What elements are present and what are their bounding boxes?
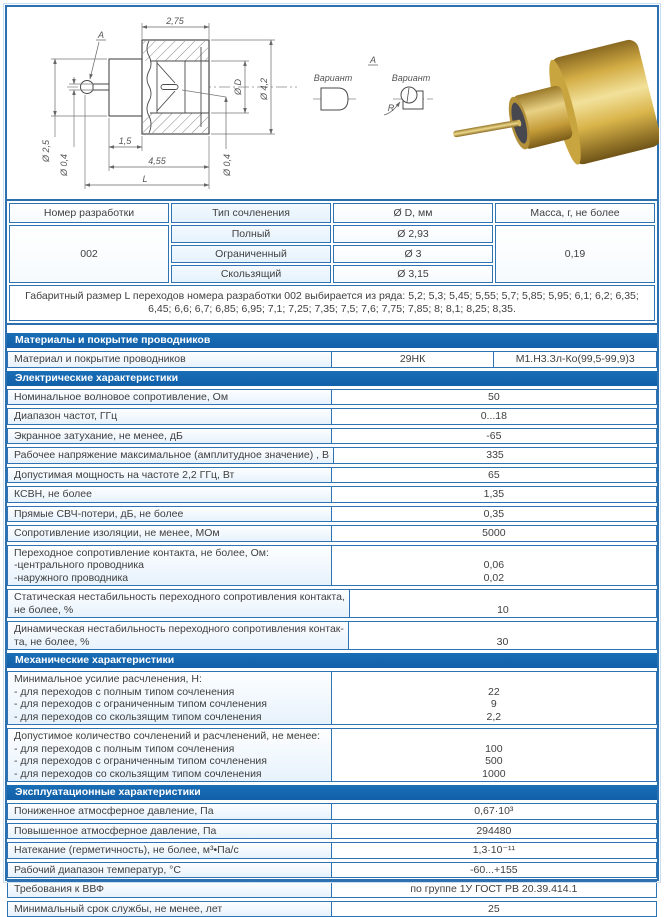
radius-label: R [388,103,395,113]
spec-value: 0...18 [331,409,656,424]
spec-value: 10 [349,590,656,617]
t1-dia-limited: Ø 3 [333,245,493,263]
variant-right-label: Вариант [392,73,431,83]
hatch-top [143,41,208,61]
spec-row [7,823,657,840]
spec-value: 25 [331,902,656,917]
spec-value: 0,06 0,02 [331,546,656,586]
spec-label: Допустимое количество сочленений и расчленений, не менее: - для переходов с полным типом сочленения - для переходов с ограниченным типом сочленения - для переходов со скользящим типом сочленения [8,729,331,781]
variant-flat-tip-view [321,88,348,110]
dim-dia-d: Ø D [233,79,243,97]
spec-section-header: Электрические характеристики [7,371,657,386]
spec-value: 0,35 [331,507,656,522]
t1-header-coupling-type: Тип сочленения [171,203,331,223]
spec-label: Минимальный срок службы, не менее, лет [8,902,331,917]
spec-row [7,486,657,503]
spec-value: 50 [331,390,656,405]
t1-header-dev-number: Номер разработки [9,203,169,223]
spec-row [7,525,657,542]
pin [93,84,109,90]
spec-row [7,803,657,820]
spec-row [7,389,657,406]
spec-value: 22 9 2,2 [331,672,656,724]
spec-value: 29НК [331,352,494,367]
spec-row [7,351,657,368]
spec-label: Сопротивление изоляции, не менее, МОм [8,526,331,541]
connector-photo [441,38,659,193]
dim-4-55: 4,55 [148,156,167,166]
pin-tip [81,81,94,94]
spec-section-header: Эксплуатационные характеристики [7,785,657,800]
spec-value: 30 [348,622,656,649]
spec-row [7,447,657,464]
spec-value: -65 [331,429,656,444]
spec-value: -60...+155 [331,863,656,878]
dim-dia-4-2: Ø 4,2 [259,78,269,101]
spec-row [7,728,657,782]
t1-header-diameter: Ø D, мм [333,203,493,223]
spec-row [7,621,657,650]
spec-row [7,671,657,725]
t1-dia-sliding: Ø 3,15 [333,265,493,283]
spec-label: Требования к ВВФ [8,882,331,897]
spec-value: 0,67·10³ [331,804,656,819]
spec-value: по группе 1У ГОСТ РВ 20.39.414.1 [331,882,656,897]
variant-left-label: Вариант [314,73,353,83]
spec-row [7,467,657,484]
spec-label: Повышенное атмосферное давление, Па [8,824,331,839]
parameters-table [7,199,657,325]
t1-dev-number: 002 [9,225,169,283]
socket-pin [161,85,178,90]
spec-value: 100 500 1000 [331,729,656,781]
t1-type-full: Полный [171,225,331,243]
t1-mass-value: 0,19 [495,225,655,283]
spec-label: Пониженное атмосферное давление, Па [8,804,331,819]
dim-dia-0-4-right: Ø 0,4 [222,154,232,177]
spec-label: Экранное затухание, не менее, дБ [8,429,331,444]
spec-label: Переходное сопротивление контакта, не более, Ом: -центрального проводника -наружного проводника [8,546,331,586]
page [5,5,659,881]
spec-label: Минимальное усилие расчленения, Н: - для переходов с полным типом сочленения - для переходов с ограниченным типом сочленения - для переходов со скользящим типом сочленения [8,672,331,724]
spec-value: 294480 [331,824,656,839]
drawing-area [7,7,657,199]
t1-type-sliding: Скользящий [171,265,331,283]
dim-dia-2-5: Ø 2,5 [41,139,51,163]
spec-label: Натекание (герметичность), не более, м³•Па/с [8,843,331,858]
t1-type-limited: Ограниченный [171,245,331,263]
body-small-cylinder [109,59,142,116]
spec-value: 5000 [331,526,656,541]
hatch-bottom [143,113,208,133]
view-a-pointer: A [97,30,104,40]
spec-row [7,842,657,859]
spec-label: Допустимая мощность на частоте 2,2 ГГц, Вт [8,468,331,483]
spec-label: Номинальное волновое сопротивление, Ом [8,390,331,405]
spec-value: 1,35 [331,487,656,502]
spec-section-header: Материалы и покрытие проводников [7,333,657,348]
spec-value: 65 [331,468,656,483]
spec-row [7,901,657,917]
t1-dia-full: Ø 2,93 [333,225,493,243]
dim-2-75: 2,75 [165,16,185,26]
spec-label: КСВН, не более [8,487,331,502]
dim-1-5: 1,5 [119,136,133,146]
spec-row [7,428,657,445]
t1-header-mass: Масса, г, не более [495,203,655,223]
spec-section-header: Механические характеристики [7,653,657,668]
spec-value: 1,3·10⁻¹¹ [331,843,656,858]
spec-label: Динамическая нестабильность переходного сопротивления контак- та, не более, % [8,622,348,649]
spec-row [7,545,657,587]
spec-label: Прямые СВЧ-потери, дБ, не более [8,507,331,522]
spec-label: Статическая нестабильность переходного сопротивления контакта, не более, % [8,590,349,617]
spec-label: Рабочее напряжение максимальное (амплитудное значение) , В [8,448,333,463]
spec-row [7,408,657,425]
spec-label: Рабочий диапазон температур, °С [8,863,331,878]
dim-l: L [142,174,147,184]
t1-size-note: Габаритный размер L переходов номера разработки 002 выбирается из ряда: 5,2; 5,3; 5,45; 5,55; 5,7; 5,85; 5,95; 6,1; 6,2; 6,35; 6,45; 6,6; 6,7; 6,85; 6,95; 7,1; 7,25; 7,35; 7,5; 7,6; 7,75; 7,85; 8; 8,1; 8,25; 8,35. [9,285,655,321]
spec-label: Материал и покрытие проводников [8,352,331,367]
spec-row [7,881,657,898]
spec-row [7,589,657,618]
spec-table [7,333,657,917]
view-a-ref: A [369,55,376,65]
spec-row [7,862,657,879]
dim-dia-0-4-left: Ø 0,4 [59,154,69,177]
engineering-drawing [7,7,659,199]
spec-row [7,506,657,523]
spec-label: Диапазон частот, ГГц [8,409,331,424]
spec-value: М1.Н3.Зл-Ко(99,5-99,9)3 [493,352,656,367]
spec-value: 335 [333,448,656,463]
